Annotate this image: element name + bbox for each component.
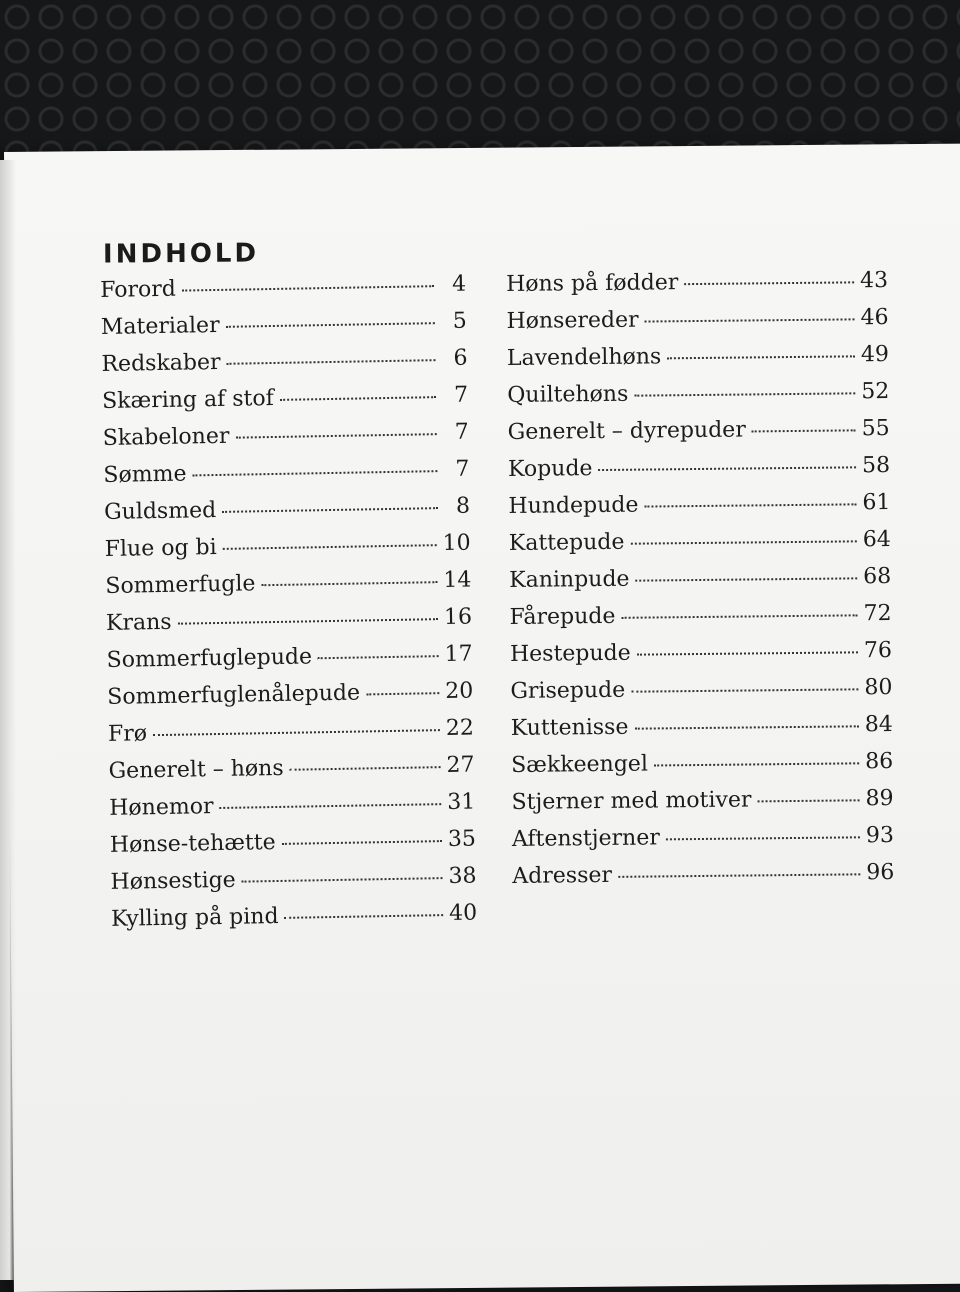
- toc-entry-page-number: 68: [863, 563, 892, 590]
- page-edge-shadow: [0, 160, 16, 1280]
- toc-entry-title: Forord: [100, 276, 177, 303]
- toc-entry-title: Redskaber: [101, 349, 221, 377]
- toc-entry-title: Hønse-tehætte: [109, 830, 276, 858]
- toc-right-column: [506, 268, 895, 901]
- dot-leader: [666, 836, 860, 840]
- dot-leader: [223, 544, 437, 550]
- toc-entry: [511, 786, 893, 827]
- toc-entry-page-number: 80: [864, 674, 893, 701]
- dot-leader: [654, 762, 859, 766]
- toc-entry-title: Krans: [105, 609, 172, 636]
- dot-leader: [631, 688, 858, 692]
- toc-entry: [100, 272, 467, 315]
- toc-entry: [509, 601, 891, 642]
- toc-entry-page-number: 31: [446, 789, 476, 816]
- dot-leader: [222, 507, 438, 513]
- toc-entry-page-number: 6: [453, 345, 468, 371]
- toc-entry-page-number: 5: [452, 308, 468, 334]
- toc-entry: [104, 494, 471, 537]
- dot-leader: [178, 618, 438, 625]
- toc-entry: [509, 527, 891, 568]
- toc-entry-title: Skæring af stof: [101, 385, 275, 414]
- toc-entry-title: Lavendelhøns: [506, 344, 662, 371]
- toc-entry: [506, 268, 888, 309]
- toc-entry: [509, 564, 891, 605]
- toc-entry-title: Generelt – høns: [108, 755, 284, 784]
- toc-left-column: [100, 272, 478, 944]
- dot-leader: [684, 281, 854, 285]
- toc-entry-page-number: 49: [860, 341, 890, 368]
- toc-entry-page-number: 93: [865, 822, 895, 849]
- toc-entry-page-number: 7: [453, 382, 469, 408]
- toc-entry: [106, 642, 473, 685]
- toc-entry-page-number: 10: [442, 530, 471, 557]
- toc-entry-title: Hønsestige: [110, 867, 236, 895]
- toc-entry: [110, 864, 477, 907]
- toc-entry-title: Hundepude: [508, 492, 639, 519]
- toc-entry: [105, 568, 472, 611]
- dot-leader: [220, 803, 442, 809]
- toc-entry-page-number: 4: [451, 271, 467, 297]
- dot-leader: [618, 873, 860, 878]
- toc-entry: [508, 453, 890, 494]
- toc-entry: [103, 457, 470, 500]
- dark-background: [0, 0, 960, 160]
- dot-leader: [667, 355, 855, 359]
- toc-entry-title: Stjerner med motiver: [511, 787, 752, 815]
- toc-entry-title: Kylling på pind: [110, 903, 279, 932]
- toc-entry: [511, 712, 893, 753]
- toc-entry-title: Grisepude: [510, 677, 626, 704]
- toc-entry-page-number: 76: [863, 637, 893, 664]
- toc-entry: [108, 716, 475, 759]
- toc-entry: [102, 383, 469, 426]
- dot-leader: [637, 651, 858, 655]
- toc-entry-page-number: 8: [455, 493, 471, 519]
- dot-leader: [182, 285, 434, 291]
- toc-entry-page-number: 17: [444, 641, 473, 668]
- dot-leader: [752, 429, 856, 432]
- toc-entry-page-number: 7: [454, 419, 469, 445]
- toc-entry: [108, 753, 475, 796]
- toc-entry: [107, 679, 474, 722]
- toc-entry-title: Kuttenisse: [510, 714, 629, 741]
- toc-entry: [511, 749, 893, 790]
- toc-entry-title: Frø: [107, 721, 148, 747]
- toc-entry: [101, 346, 468, 389]
- toc-entry-page-number: 58: [861, 452, 891, 479]
- dot-leader: [645, 318, 855, 322]
- toc-entry-page-number: 22: [445, 715, 475, 742]
- toc-entry-page-number: 20: [445, 678, 474, 705]
- toc-entry-title: Kattepude: [508, 529, 625, 556]
- toc-entry-page-number: 16: [443, 604, 473, 631]
- toc-entry: [110, 827, 477, 870]
- toc-entry: [109, 790, 476, 833]
- toc-entry-page-number: 61: [862, 489, 891, 516]
- toc-entry-page-number: 46: [860, 304, 889, 331]
- toc-entry-page-number: 89: [865, 785, 894, 812]
- toc-entry: [508, 416, 890, 457]
- toc-entry-page-number: 52: [861, 378, 890, 405]
- toc-entry-title: Sommerfugle: [105, 571, 256, 599]
- toc-entry-page-number: 64: [862, 526, 891, 553]
- toc-entry: [508, 490, 890, 531]
- toc-entry-page-number: 55: [861, 415, 890, 442]
- toc-entry-page-number: 38: [448, 863, 477, 890]
- dot-leader: [282, 840, 442, 845]
- toc-entry-title: Sommerfuglenålepude: [107, 680, 361, 710]
- toc-entry-title: Kaninpude: [509, 566, 630, 593]
- toc-entry: [101, 309, 468, 352]
- toc-entry: [512, 860, 894, 901]
- toc-entry-page-number: 86: [865, 748, 894, 775]
- toc-entry: [506, 305, 888, 346]
- toc-entry-title: Skabeloner: [102, 423, 230, 451]
- toc-entry-title: Hønsereder: [506, 307, 639, 334]
- dot-leader: [599, 466, 857, 471]
- toc-entry-title: Sommerfuglepude: [106, 644, 313, 673]
- dot-leader: [153, 729, 440, 736]
- dot-leader: [630, 540, 856, 544]
- dot-leader: [226, 322, 435, 328]
- dot-leader: [285, 914, 444, 919]
- toc-entry: [111, 901, 478, 944]
- toc-entry-title: Sømme: [103, 461, 187, 488]
- toc-entry-title: Quiltehøns: [507, 381, 629, 408]
- dot-leader: [634, 392, 855, 396]
- toc-entry-page-number: 84: [864, 711, 893, 738]
- toc-entry-title: Sækkeengel: [511, 751, 649, 778]
- toc-entry: [507, 379, 889, 420]
- toc-entry-page-number: 35: [447, 826, 477, 853]
- toc-entry-title: Aftenstjerner: [511, 825, 660, 852]
- toc-entry-title: Flue og bi: [104, 535, 217, 562]
- toc-entry-title: Generelt – dyrepuder: [507, 417, 746, 445]
- dot-leader: [261, 581, 437, 586]
- toc-entry-page-number: 14: [443, 567, 472, 594]
- toc-entry-title: Hestepude: [509, 640, 631, 667]
- toc-entry-title: Høns på fødder: [506, 270, 679, 297]
- dot-leader: [318, 655, 439, 659]
- dot-leader: [366, 692, 439, 695]
- dot-leader: [193, 470, 438, 476]
- dot-leader: [235, 433, 436, 439]
- dot-leader: [242, 877, 443, 883]
- toc-entry: [512, 823, 894, 864]
- toc-entry: [105, 531, 472, 574]
- dot-leader: [227, 359, 436, 365]
- dot-leader: [290, 766, 441, 771]
- toc-entry-title: Guldsmed: [103, 498, 217, 525]
- toc-entry-title: Hønemor: [109, 794, 214, 821]
- toc-entry-page-number: 96: [866, 859, 895, 886]
- dot-leader: [636, 577, 858, 581]
- toc-entry-title: Adresser: [512, 862, 613, 889]
- toc-entry-title: Fårepude: [509, 603, 616, 630]
- toc-entry: [103, 420, 470, 463]
- toc-entry-page-number: 27: [446, 752, 475, 779]
- toc-entry-page-number: 72: [863, 600, 892, 627]
- page-heading: INDHOLD: [102, 238, 260, 270]
- toc-entry-title: Kopude: [507, 456, 593, 482]
- dot-leader: [621, 614, 857, 618]
- toc-entry: [507, 342, 889, 383]
- toc-entry-page-number: 7: [455, 456, 470, 482]
- toc-entry: [510, 638, 892, 679]
- dot-leader: [644, 503, 856, 507]
- dot-leader: [757, 799, 859, 802]
- toc-entry-page-number: 43: [859, 267, 889, 294]
- toc-entry: [510, 675, 892, 716]
- toc-entry-title: Materialer: [100, 312, 220, 340]
- dot-leader: [634, 725, 858, 729]
- toc-entry-page-number: 40: [448, 900, 478, 927]
- toc-entry: [106, 605, 473, 648]
- dot-leader: [280, 396, 436, 401]
